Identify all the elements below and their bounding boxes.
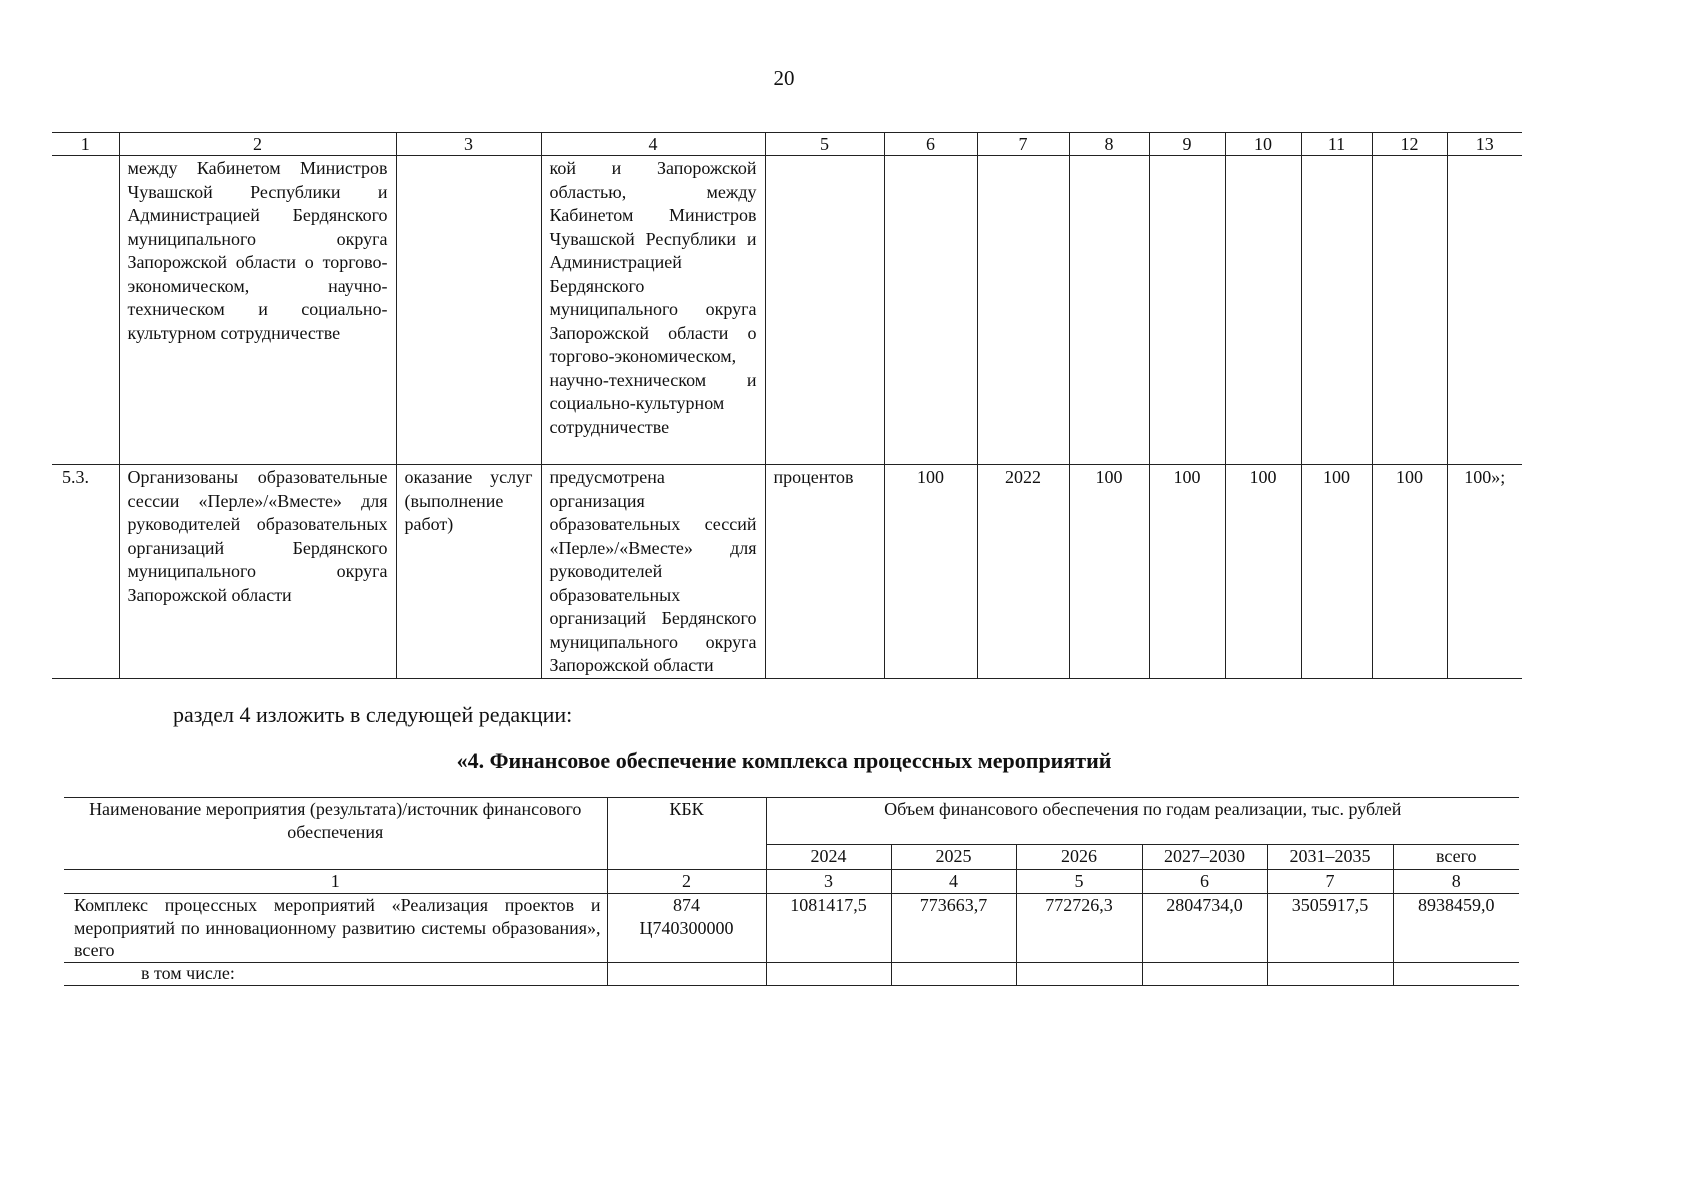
cell-value (1372, 156, 1447, 465)
cell-value: 100»; (1447, 465, 1522, 679)
section-heading: «4. Финансовое обеспечение комплекса процессных мероприятий (456, 748, 1112, 773)
column-number: 4 (891, 870, 1016, 894)
cell-characteristic: кой и Запорожской областью, между Кабинетом Министров Чувашской Республики и Администрацией Бердянского муниципального округа Запорожской области о торгово-экономическом, научно-техническом и социально-культурном сотрудничестве (541, 156, 765, 465)
column-number: 3 (396, 133, 541, 156)
kbk-code-line-1: 874 (673, 895, 700, 915)
cell-empty (607, 962, 766, 985)
cell-value (884, 156, 977, 465)
financing-header-row (64, 798, 1519, 845)
section-instruction-paragraph: раздел 4 изложить в следующей редакции: (173, 702, 573, 727)
cell-unit (765, 156, 884, 465)
column-number: 7 (1267, 870, 1393, 894)
page-number: 20 (773, 66, 795, 90)
cell-empty (1142, 962, 1267, 985)
column-number: 2 (607, 870, 766, 894)
column-number: 3 (766, 870, 891, 894)
cell-amount-2026: 772726,3 (1016, 894, 1142, 963)
column-number: 10 (1225, 133, 1301, 156)
cell-number (52, 156, 119, 465)
year-header: 2025 (891, 845, 1016, 870)
financing-column-number-row (64, 870, 1519, 894)
cell-event-type: оказание услуг (выполнение работ) (396, 465, 541, 679)
column-number: 4 (541, 133, 765, 156)
column-number: 7 (977, 133, 1069, 156)
table-row-continuation (52, 156, 1522, 465)
cell-complex-name: Комплекс процессных мероприятий «Реализация проектов и мероприятий по инновационному развитию системы образования», всего (64, 894, 607, 963)
cell-amount-2025: 773663,7 (891, 894, 1016, 963)
column-number: 11 (1301, 133, 1372, 156)
cell-value: 2022 (977, 465, 1069, 679)
cell-value: 100 (1069, 465, 1149, 679)
cell-amount-total: 8938459,0 (1393, 894, 1519, 963)
financing-row-total (64, 894, 1519, 963)
kbk-code-line-2: Ц740300000 (639, 917, 734, 938)
cell-empty (1267, 962, 1393, 985)
column-number: 1 (64, 870, 607, 894)
cell-value: 100 (1149, 465, 1225, 679)
indicators-table (52, 132, 1522, 679)
cell-value (1069, 156, 1149, 465)
column-number-row (52, 133, 1522, 156)
cell-empty (1393, 962, 1519, 985)
year-header: 2024 (766, 845, 891, 870)
cell-value: 100 (1301, 465, 1372, 679)
column-number: 13 (1447, 133, 1522, 156)
column-number: 1 (52, 133, 119, 156)
column-number: 12 (1372, 133, 1447, 156)
cell-unit: процентов (765, 465, 884, 679)
cell-kbk (607, 894, 766, 963)
cell-characteristic: предусмотрена организация образовательных сессий «Перле»/«Вместе» для руководителей образовательных организаций Бердянского муниципального округа Запорожской области (541, 465, 765, 679)
year-header-total: всего (1393, 845, 1519, 870)
year-header: 2031–2035 (1267, 845, 1393, 870)
cell-value: 100 (1225, 465, 1301, 679)
cell-event-name: между Кабинетом Министров Чувашской Республики и Администрацией Бердянского муниципального округа Запорожской области о торгово-экономическом, научно-техническом и социально-культурном сотрудничестве (119, 156, 396, 465)
column-number: 8 (1393, 870, 1519, 894)
cell-amount-2027-2030: 2804734,0 (1142, 894, 1267, 963)
cell-empty (891, 962, 1016, 985)
year-header: 2027–2030 (1142, 845, 1267, 870)
column-number: 6 (1142, 870, 1267, 894)
cell-including-label: в том числе: (64, 962, 607, 985)
cell-empty (766, 962, 891, 985)
column-number: 5 (1016, 870, 1142, 894)
cell-event-type (396, 156, 541, 465)
financing-table (64, 797, 1519, 986)
cell-empty (1016, 962, 1142, 985)
header-financing-volume: Объем финансового обеспечения по годам реализации, тыс. рублей (766, 798, 1519, 845)
cell-amount-2031-2035: 3505917,5 (1267, 894, 1393, 963)
cell-value (1301, 156, 1372, 465)
column-number: 6 (884, 133, 977, 156)
column-number: 9 (1149, 133, 1225, 156)
header-event-name: Наименование мероприятия (результата)/источник финансового обеспечения (64, 798, 607, 870)
cell-value (1447, 156, 1522, 465)
cell-value (1149, 156, 1225, 465)
column-number: 5 (765, 133, 884, 156)
cell-value: 100 (1372, 465, 1447, 679)
table-row-5-3 (52, 465, 1522, 679)
cell-amount-2024: 1081417,5 (766, 894, 891, 963)
header-kbk: КБК (607, 798, 766, 870)
cell-value (1225, 156, 1301, 465)
column-number: 2 (119, 133, 396, 156)
year-header: 2026 (1016, 845, 1142, 870)
cell-value: 100 (884, 465, 977, 679)
financing-row-including (64, 962, 1519, 985)
column-number: 8 (1069, 133, 1149, 156)
cell-number: 5.3. (52, 465, 119, 679)
cell-event-name: Организованы образовательные сессии «Перле»/«Вместе» для руководителей образовательных организаций Бердянского муниципального округа Запорожской области (119, 465, 396, 679)
cell-value (977, 156, 1069, 465)
